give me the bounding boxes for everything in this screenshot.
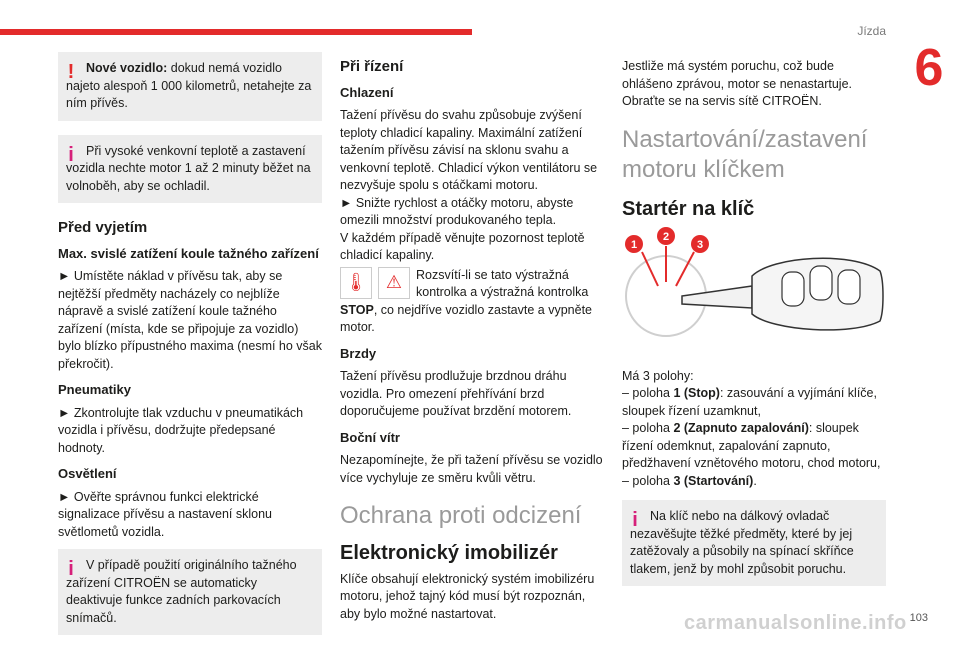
- text-fault: Jestliže má systém poruchu, což bude ohlášeno zprávou, motor se nenastartuje.: [622, 59, 852, 91]
- callout-3: [691, 235, 709, 253]
- svg-text:3: 3: [696, 239, 704, 251]
- note-text: dokud nemá vozidlo najeto alespoň 1 000 kilometrů, netahejte za ním přívěs.: [66, 61, 312, 110]
- heading-start-stop: Nastartování/zastavení motoru klíčkem: [622, 125, 868, 183]
- pos2-text: : sloupek řízení odemknut, zapalování zapnuto, předžhavení vznětového motoru, chod motoru,: [622, 421, 881, 470]
- subheading-lights: Osvětlení: [58, 466, 117, 481]
- svg-text:2: 2: [662, 231, 670, 243]
- text-stop: STOP: [340, 302, 374, 317]
- info-note-hot: [58, 135, 322, 204]
- text-tyres: ► Zkontrolujte tlak vzduchu v pneumatikách vozidla i přívěsu, dodržujte předepsané hodnoty.: [58, 405, 304, 455]
- key-illustration: [622, 226, 886, 354]
- note-text: Při vysoké venkovní teplotě a zastavení vozidla nechte motor 1 až 2 minuty běžet na volnoběh, aby se ochladil.: [66, 143, 311, 193]
- pos2-prefix: – poloha: [622, 421, 674, 435]
- heading-before-driving: Před vyjetím: [58, 219, 148, 236]
- warning-triangle-icon: ⚠: [378, 267, 410, 299]
- pos3-prefix: – poloha: [622, 473, 674, 488]
- svg-text:1: 1: [630, 239, 638, 251]
- column-right: [622, 58, 886, 600]
- key-fob: [682, 258, 883, 330]
- column-middle: [340, 58, 606, 631]
- text-fault-b: Obraťte se na servis sítě CITROËN.: [622, 94, 822, 108]
- info-icon: i: [68, 143, 74, 166]
- pos1-label: 1 (Stop): [673, 386, 720, 400]
- pos1-text: : zasouvání a vyjímání klíče, sloupek řízení uzamknut,: [622, 386, 877, 418]
- subheading-tyres: Pneumatiky: [58, 382, 131, 397]
- text-warning-end: , co nejdříve vozidlo zastavte a vypněte motor.: [340, 302, 592, 334]
- info-note-parking: [58, 549, 322, 635]
- info-icon: i: [632, 509, 638, 531]
- page-number: 103: [909, 612, 928, 624]
- text-cooling: Tažení přívěsu do svahu způsobuje zvýšení teploty chladicí kapaliny. Maximální zatížení tažením přívěsu závisí na sklonu svahu a venkovní teplotě. Chladicí výkon ventilátoru se nezvyšuje spolu s otáčkami motoru.: [340, 108, 598, 192]
- note-text: V případě použití originálního tažného zařízení CITROËN se automaticky deaktivuje funkce zadních parkovacích snímačů.: [66, 558, 297, 625]
- warning-note: [58, 52, 322, 121]
- text-cooling-b: ► Snižte rychlost a otáčky motoru, abyste omezili množství produkovaného tepla.: [340, 195, 574, 227]
- positions-intro: Má 3 polohy:: [622, 368, 694, 383]
- warning-lamps-row: [340, 267, 606, 302]
- heading-driving: Při řízení: [340, 58, 404, 75]
- section-title: Jízda: [857, 24, 886, 38]
- text-wind: Nezapomínejte, že při tažení přívěsu se vozidlo více vychyluje ze směru kvůli větru.: [340, 453, 603, 485]
- callout-1: [625, 235, 643, 253]
- text-lights: ► Ověřte správnou funkci elektrické signalizace přívěsu a nastavení sklonu světlometů vozidla.: [58, 489, 273, 539]
- watermark: carmanualsonline.info: [684, 612, 907, 634]
- text-cooling-c: V každém případě věnujte pozornost teplotě chladicí kapaliny.: [340, 230, 585, 262]
- pos3-label: 3 (Startování): [673, 473, 754, 488]
- header-red-bar: [0, 29, 472, 35]
- exclamation-icon: !: [67, 61, 75, 83]
- key-position-arrows: [642, 246, 694, 286]
- pos2-label: 2 (Zapnuto zapalování): [673, 421, 809, 435]
- text-warning: Rozsvítí-li se tato výstražná kontrolka a výstražná kontrolka: [416, 267, 589, 299]
- subheading-load: Max. svislé zatížení koule tažného zařízení: [58, 245, 319, 261]
- info-icon: i: [68, 558, 74, 580]
- heading-immobilizer: Elektronický imobilizér: [340, 542, 558, 564]
- subheading-brakes: Brzdy: [340, 345, 377, 361]
- chapter-number: 6: [914, 39, 944, 97]
- note-bold: Nové vozidlo:: [86, 61, 168, 75]
- coolant-temperature-icon: 🌡: [340, 267, 372, 299]
- info-note-key: [622, 500, 886, 586]
- note-text: Na klíč nebo na dálkový ovladač nezavěšujte těžké předměty, které by jej zatěžovaly a působily na spínací skříňce tlakem, jenž by mohl způsobit poruchu.: [630, 509, 854, 576]
- pos1-prefix: – poloha: [622, 386, 674, 400]
- subheading-wind: Boční vítr: [340, 429, 400, 445]
- heading-key-starter: Startér na klíč: [622, 197, 755, 220]
- column-left: [58, 52, 322, 649]
- callout-2: [657, 227, 675, 245]
- text-brakes: Tažení přívěsu prodlužuje brzdnou dráhu vozidla. Pro omezení přehřívání brzd doporučujeme používat brzdění motorem.: [340, 369, 572, 418]
- heading-theft-protection: Ochrana proti odcizení: [340, 502, 582, 529]
- text-load: ► Umístěte náklad v přívěsu tak, aby se nejtěžší předměty nacházely co nejblíže nápravě a svislé zatížení koule tažného zařízení (místa, kde se připojuje za vozidlo) bylo blízko přípustného maxima (nesmí ho však překročit).: [58, 269, 323, 371]
- subheading-cooling: Chlazení: [340, 84, 394, 100]
- text-immobilizer: Klíče obsahují elektronický systém imobilizéru motoru, jehož tajný kód musí být rozpoznán, aby bylo možné nastartovat.: [340, 571, 595, 621]
- pos3-text: .: [753, 473, 757, 488]
